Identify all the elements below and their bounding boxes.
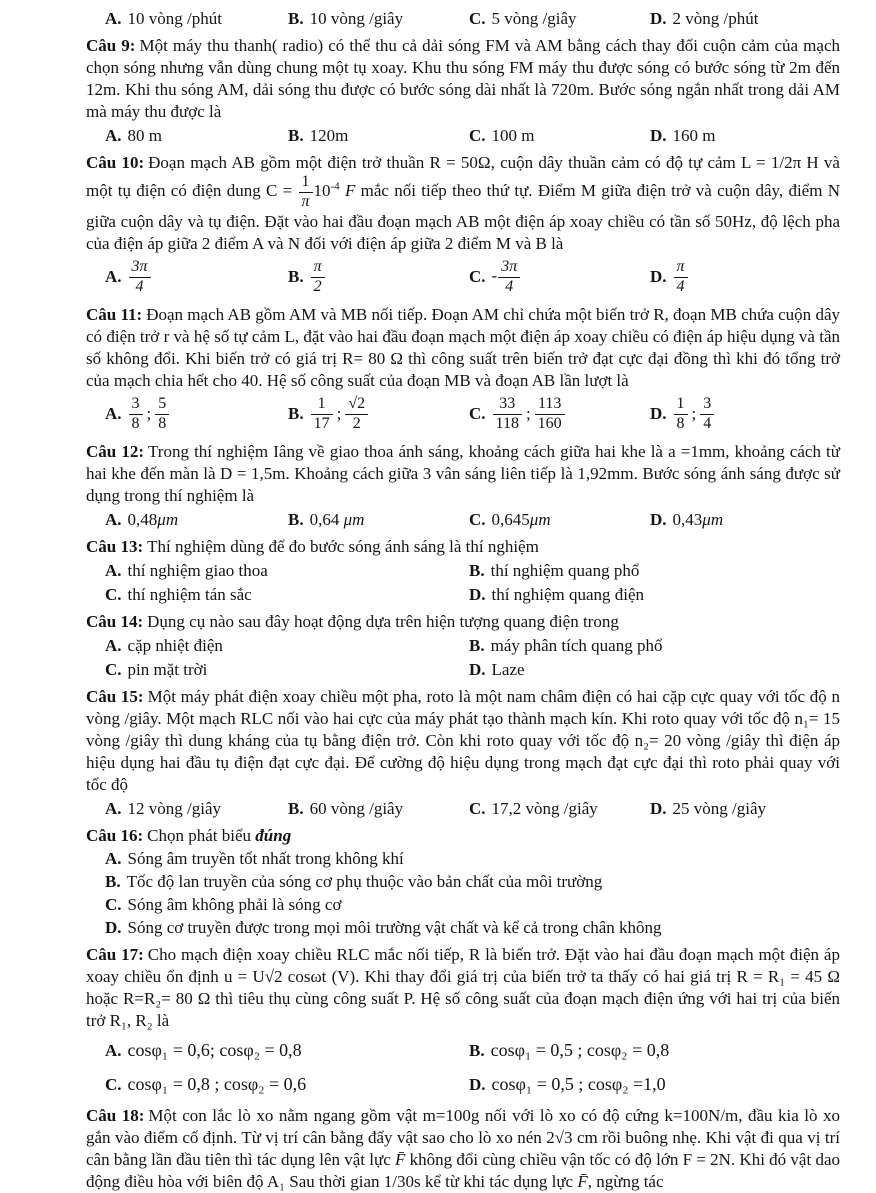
prev-option-a	[105, 8, 288, 30]
question-15-option-a	[105, 798, 288, 820]
option-math: cosφ₁ = 0,8 ; cosφ₂ = 0,6	[127, 1074, 307, 1095]
option-letter: B.	[469, 1041, 485, 1061]
question-10-text-1: Đoạn mạch AB gồm một điện trở thuần R = 50Ω, cuộn dây thuần cảm có độ tự cảm L = 1/2π H và một tụ điện có điện dung C =	[86, 153, 840, 201]
question-10-option-b	[288, 259, 469, 296]
fraction-numerator: 3	[700, 396, 714, 415]
question-16	[86, 825, 840, 847]
question-18-text-1: Một con lắc lò xo nằm ngang gồm vật m=100g nối với lò xo có độ cứng k=100N/m, đầu kia lò xo gắn vào điểm cố định. Từ vị trí cân bằng đẩy vật sao cho lò xo nén 2√3 cm rồi buông nhẹ. Khi vật đi qua vị trí cân bằng lần đầu tiên thì tác dụng lên vật lực	[86, 1105, 840, 1169]
question-15-label: Câu 15:	[86, 686, 144, 706]
question-11	[86, 304, 840, 392]
question-9-options	[105, 125, 840, 147]
fraction	[129, 396, 143, 433]
option-letter: C.	[469, 798, 486, 818]
question-14	[86, 611, 840, 633]
question-17-option-a	[105, 1039, 469, 1062]
option-text: thí nghiệm quang điện	[491, 584, 645, 604]
fraction-denominator: 4	[505, 278, 514, 296]
option-letter: A.	[105, 635, 122, 655]
option-text: 10 vòng /giây	[309, 9, 404, 28]
separator: ;	[336, 403, 342, 423]
fraction	[311, 259, 325, 296]
option-text: 120m	[309, 126, 349, 145]
question-13-option-c	[105, 584, 469, 606]
question-9-label: Câu 9:	[86, 36, 136, 55]
question-11-option-c	[469, 396, 650, 433]
question-15-option-d	[650, 798, 840, 820]
option-text: Sóng âm không phải là sóng cơ	[127, 894, 342, 914]
option-letter: C.	[469, 509, 486, 529]
question-12-label: Câu 12:	[86, 441, 145, 461]
fraction-numerator: 3π	[129, 259, 151, 278]
option-letter: C.	[469, 266, 486, 286]
question-15	[86, 686, 840, 796]
question-9-option-a	[105, 125, 288, 147]
question-10-option-a	[105, 259, 288, 296]
option-letter: B.	[288, 403, 304, 423]
question-17-options-row-2	[105, 1070, 840, 1100]
prev-option-c	[469, 8, 650, 30]
fraction-numerator: √2	[345, 396, 368, 415]
question-10-options	[105, 257, 840, 299]
option-text: Laze	[491, 659, 525, 679]
question-12	[86, 441, 840, 507]
fraction-denominator: 2	[352, 415, 361, 433]
option-letter: D.	[469, 659, 486, 679]
question-13	[86, 536, 840, 558]
option-letter: C.	[105, 584, 122, 604]
option-text: cặp nhiệt điện	[127, 635, 223, 655]
question-11-label: Câu 11:	[86, 304, 143, 324]
option-letter: B.	[288, 126, 304, 145]
option-letter: D.	[650, 126, 667, 145]
option-letter: A.	[105, 266, 122, 286]
unit-micrometer: μm	[157, 509, 179, 529]
option-letter: B.	[469, 635, 485, 655]
question-17-options-row-1	[105, 1036, 840, 1066]
fraction-denominator: 2	[313, 278, 322, 296]
fraction-numerator: 3	[129, 396, 143, 415]
question-17-option-c	[105, 1073, 469, 1096]
option-math: cosφ₁ = 0,5 ; cosφ₂ =1,0	[491, 1074, 666, 1095]
fraction	[311, 396, 333, 433]
question-14-options-row-1	[105, 635, 840, 657]
question-16-option-a	[105, 848, 840, 870]
question-14-options-row-2	[105, 659, 840, 681]
separator: ;	[691, 403, 697, 423]
option-letter: C.	[105, 894, 122, 914]
option-text: Sóng âm truyền tốt nhất trong không khí	[127, 848, 404, 868]
option-letter: A.	[105, 509, 122, 529]
option-letter: D.	[650, 509, 667, 529]
separator: ;	[525, 403, 531, 423]
option-letter: D.	[650, 9, 667, 28]
option-letter: D.	[650, 266, 667, 286]
question-10-label: Câu 10:	[86, 153, 145, 172]
option-letter: B.	[288, 266, 304, 286]
unit-micrometer: μm	[343, 509, 365, 529]
question-11-text: Đoạn mạch AB gồm AM và MB nối tiếp. Đoạn AM chỉ chứa một biến trở R, đoạn MB chứa cuộn dây có điện trở r và hệ số tự cảm L, đặt vào hai đầu đoạn mạch một điện áp xoay chiều có điện áp hiệu dụng và tần số không đổi. Khi biến trở có giá trị R= 80 Ω thì công suất trên biến trở đạt cực đại đồng thì khi đó tổng trở của mạch chia hết cho 40. Hệ số công suất của đoạn MB và đoạn AB lần lượt là	[86, 304, 840, 390]
option-letter: B.	[469, 560, 485, 580]
option-letter: A.	[105, 9, 122, 28]
question-13-label: Câu 13:	[86, 536, 144, 556]
option-text: Tốc độ lan truyền của sóng cơ phụ thuộc vào bản chất của môi trường	[126, 871, 603, 891]
option-text: máy phân tích quang phổ	[490, 635, 663, 655]
question-15-option-b	[288, 798, 469, 820]
question-12-text: Trong thí nghiệm Iâng về giao thoa ánh sáng, khoảng cách giữa hai khe là a =1mm, khoảng cách từ hai khe đến màn là D = 1,5m. Khoảng cách giữa 3 vân sáng liên tiếp là 1,92mm. Bước sóng ánh sáng được sử dụng trong thí nghiệm là	[86, 441, 840, 505]
fraction	[493, 396, 522, 433]
fraction	[700, 396, 714, 433]
option-letter: A.	[105, 848, 122, 868]
option-text: 160 m	[672, 126, 716, 145]
question-11-option-a	[105, 396, 288, 433]
question-10	[86, 152, 840, 255]
separator: ;	[146, 403, 152, 423]
vector-F-symbol: F̄	[395, 1149, 406, 1169]
option-text: 2 vòng /phút	[672, 9, 759, 28]
question-9-text: Một máy thu thanh( radio) có thể thu cả dải sóng FM và AM bằng cách thay đổi cuộn cảm của mạch chọn sóng nhưng vẫn dùng chung một tụ xoay. Khu thu sóng FM máy thu được sóng có bước sóng từ 2m đến 12m. Khi thu sóng AM, dải sóng thu được có bước sóng dài nhất là 720m. Bước sóng ngắn nhất trong dải AM mà máy thu được là	[86, 36, 840, 121]
option-letter: A.	[105, 403, 122, 423]
option-text: Sóng cơ truyền được trong mọi môi trường vật chất và kể cả trong chân không	[127, 917, 662, 937]
fraction	[674, 396, 688, 433]
fraction-numerator: 1	[299, 174, 313, 193]
fraction-denominator: 4	[676, 278, 685, 296]
option-text: 25 vòng /giây	[672, 798, 767, 818]
emphasis-dung: đúng	[255, 825, 292, 845]
question-12-option-c	[469, 509, 650, 531]
fraction-denominator: 17	[313, 415, 330, 433]
fraction	[155, 396, 169, 433]
question-16-text: Chọn phát biểu	[147, 825, 256, 845]
question-9-option-b	[288, 125, 469, 147]
question-10-text-2: 10	[313, 181, 331, 201]
question-10-option-d	[650, 259, 840, 296]
question-13-option-d	[469, 584, 840, 606]
question-11-options	[105, 394, 840, 436]
question-15-option-c	[469, 798, 650, 820]
option-text: 5 vòng /giây	[491, 9, 577, 28]
question-14-label: Câu 14:	[86, 611, 144, 631]
fraction-denominator: π	[301, 192, 310, 210]
prev-question-options	[105, 8, 840, 30]
fraction	[299, 174, 313, 211]
question-15-text: Một máy phát điện xoay chiều một pha, roto là một nam châm điện có hai cặp cực quay với tốc độ n vòng /giây. Một mạch RLC nối vào hai cực của máy phát tạo thành mạch kín. Khi roto quay với tốc độ n₁= 15 vòng /giây thì dung kháng của tụ bằng điện trở. Còn khi roto quay với tốc độ n₂= 20 vòng /giây thì điện áp hiệu dụng hai đầu tụ điện đạt cực đại. Để cường độ hiệu dụng trong mạch đạt cực đại thì roto phải quay với tốc độ	[86, 686, 840, 794]
question-13-option-a	[105, 560, 469, 582]
question-17-option-d	[469, 1073, 840, 1096]
question-10-option-c	[469, 259, 650, 296]
fraction-denominator: 8	[158, 415, 167, 433]
question-18-text-3: , ngừng tác	[587, 1171, 664, 1191]
option-text: pin mặt trời	[127, 659, 208, 679]
question-18	[86, 1105, 840, 1193]
fraction-denominator: 118	[495, 415, 519, 433]
question-13-options-row-1	[105, 560, 840, 582]
question-11-option-d	[650, 396, 840, 433]
fraction-numerator: 113	[535, 396, 565, 415]
option-letter: D.	[105, 917, 122, 937]
fraction-denominator: 8	[676, 415, 685, 433]
fraction	[129, 259, 151, 296]
question-17-option-b	[469, 1039, 840, 1062]
question-14-option-d	[469, 659, 840, 681]
option-letter: A.	[105, 560, 122, 580]
option-math: cosφ₁ = 0,5 ; cosφ₂ = 0,8	[490, 1040, 670, 1061]
option-text: 12 vòng /giây	[127, 798, 222, 818]
option-letter: A.	[105, 126, 122, 145]
option-text: 80 m	[127, 126, 163, 145]
question-11-option-b	[288, 396, 469, 433]
option-letter: C.	[469, 126, 486, 145]
question-14-option-a	[105, 635, 469, 657]
question-12-option-d	[650, 509, 840, 531]
option-letter: C.	[469, 403, 486, 423]
option-letter: D.	[650, 798, 667, 818]
fraction-denominator: 4	[135, 278, 144, 296]
option-letter: C.	[105, 1075, 122, 1095]
unit-micrometer: μm	[702, 509, 724, 529]
question-9-option-d	[650, 125, 840, 147]
fraction-numerator: π	[311, 259, 325, 278]
question-13-text: Thí nghiệm dùng để đo bước sóng ánh sáng là thí nghiệm	[147, 536, 539, 556]
prev-option-b	[288, 8, 469, 30]
option-text: 60 vòng /giây	[309, 798, 404, 818]
question-17-label: Câu 17:	[86, 944, 144, 964]
option-text: thí nghiệm giao thoa	[127, 560, 268, 580]
fraction	[345, 396, 368, 433]
option-letter: A.	[105, 1041, 122, 1061]
option-text: thí nghiệm tán sắc	[127, 584, 252, 604]
unit-micrometer: μm	[529, 509, 551, 529]
option-letter: B.	[288, 798, 304, 818]
fraction-numerator: 1	[311, 396, 333, 415]
fraction-numerator: π	[674, 259, 688, 278]
question-16-option-b	[105, 871, 840, 893]
question-12-option-a	[105, 509, 288, 531]
fraction-denominator: 4	[703, 415, 712, 433]
question-14-text: Dụng cụ nào sau đây hoạt động dựa trên hiện tượng quang điện trong	[147, 611, 619, 631]
fraction-numerator: 3π	[498, 259, 520, 278]
vector-F-symbol: F̄	[577, 1171, 588, 1191]
question-17-text: Cho mạch điện xoay chiều RLC mắc nối tiếp, R là biến trở. Đặt vào hai đầu đoạn mạch một điện áp xoay chiều ổn định u = U√2 cosωt (V). Khi thay đổi giá trị của biến trở ta thấy có hai giá trị R = R₁ = 45 Ω hoặc R=R₂= 80 Ω thì tiêu thụ cùng công suất P. Hệ số công suất của đoạn mạch điện ứng với hai trị của biến trở R₁, R₂ là	[86, 944, 840, 1030]
question-18-label: Câu 18:	[86, 1105, 145, 1125]
question-14-option-c	[105, 659, 469, 681]
question-16-option-d	[105, 917, 840, 939]
exponent: -4	[330, 180, 340, 193]
option-letter: D.	[469, 1075, 486, 1095]
option-letter: B.	[288, 509, 304, 529]
option-value: 0,43	[672, 509, 703, 529]
question-12-option-b	[288, 509, 469, 531]
option-value: 0,645	[491, 509, 530, 529]
option-letter: D.	[650, 403, 667, 423]
fraction	[498, 259, 520, 296]
symbol-F: F	[339, 181, 356, 201]
fraction-denominator: 160	[537, 415, 562, 433]
minus-sign: -	[491, 266, 498, 286]
option-text: 17,2 vòng /giây	[491, 798, 598, 818]
question-9-option-c	[469, 125, 650, 147]
fraction	[535, 396, 565, 433]
option-value: 0,64	[309, 509, 344, 529]
question-12-options	[105, 509, 840, 531]
prev-option-d	[650, 8, 840, 30]
option-value: 0,48	[127, 509, 158, 529]
option-letter: D.	[469, 584, 486, 604]
option-letter: C.	[469, 9, 486, 28]
option-letter: B.	[105, 871, 121, 891]
option-letter: B.	[288, 9, 304, 28]
fraction-numerator: 33	[493, 396, 522, 415]
option-text: 10 vòng /phút	[127, 9, 222, 28]
option-text: 100 m	[491, 126, 535, 145]
question-9	[86, 35, 840, 123]
question-14-option-b	[469, 635, 840, 657]
question-17	[86, 944, 840, 1032]
fraction	[674, 259, 688, 296]
question-13-option-b	[469, 560, 840, 582]
option-letter: C.	[105, 659, 122, 679]
question-16-label: Câu 16:	[86, 825, 144, 845]
question-15-options	[105, 798, 840, 820]
option-letter: A.	[105, 798, 122, 818]
question-18-text-2: không đổi cùng chiều vận tốc có độ lớn F = 2N. Khi đó vật dao động điều hòa với biên độ A₁ Sau thời gian 1/30s kể từ khi tác dụng lực	[86, 1149, 840, 1191]
question-10-text-3: mắc nối tiếp theo thứ tự. Điểm M giữa điện trở và cuộn dây, điểm N giữa cuộn dây và tụ điện. Đặt vào hai đầu đoạn mạch AB một điện áp xoay chiều có tần số 50Hz, độ lệch pha của điện áp giữa 2 điểm A và N đối với điện áp giữa 2 điểm M và B là	[86, 181, 840, 253]
option-math: cosφ₁ = 0,6; cosφ₂ = 0,8	[127, 1040, 302, 1061]
option-text: thí nghiệm quang phổ	[490, 560, 640, 580]
question-16-option-c	[105, 894, 840, 916]
fraction-numerator: 5	[155, 396, 169, 415]
question-13-options-row-2	[105, 584, 840, 606]
fraction-denominator: 8	[131, 415, 140, 433]
fraction-numerator: 1	[674, 396, 688, 415]
